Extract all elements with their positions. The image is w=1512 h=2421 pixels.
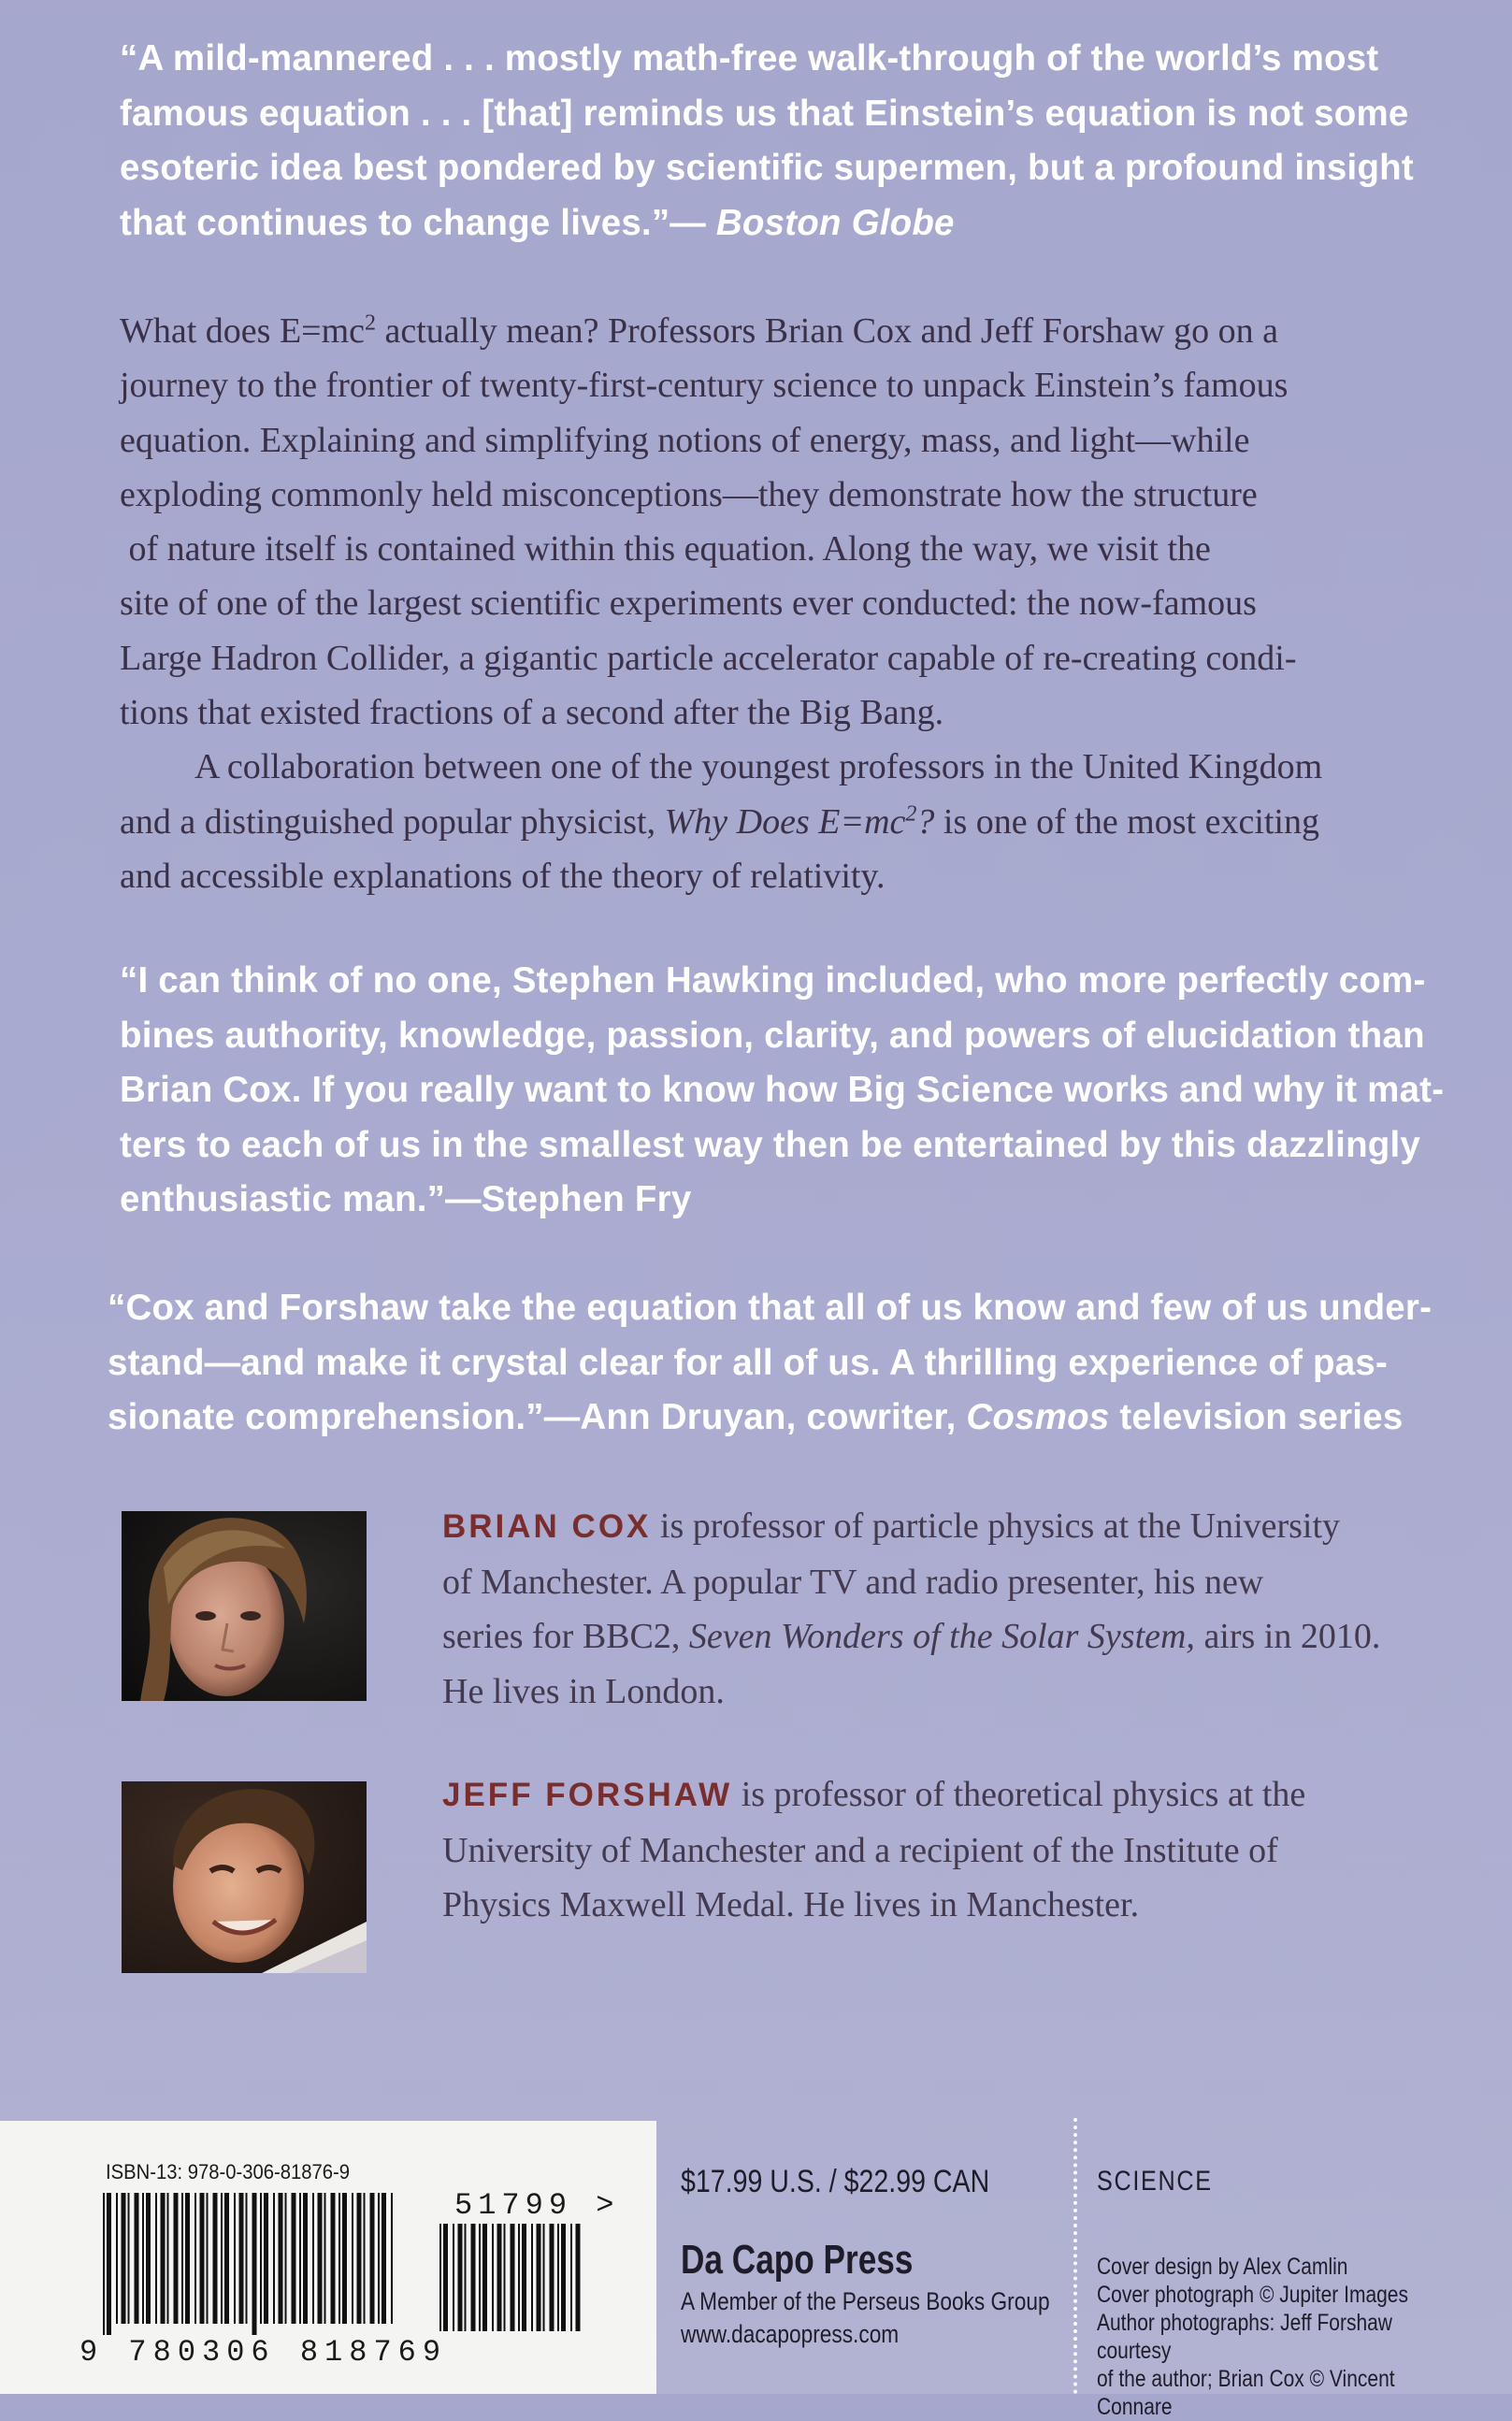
quote-source: Boston Globe bbox=[715, 202, 955, 243]
blurb-line: site of one of the largest scientific experiments ever conducted: the now-famous bbox=[120, 584, 1257, 624]
book-title-end: ? bbox=[916, 801, 935, 842]
barcode-bar bbox=[576, 2224, 581, 2331]
barcode-bar bbox=[174, 2193, 179, 2324]
credits bbox=[1097, 2253, 1446, 2421]
barcode-bar bbox=[378, 2193, 380, 2324]
publisher-name: Da Capo Press bbox=[681, 2237, 914, 2283]
barcode-bar bbox=[292, 2193, 296, 2324]
barcode-bar bbox=[338, 2193, 340, 2324]
barcode-bar bbox=[303, 2193, 308, 2324]
barcode-bar bbox=[285, 2193, 287, 2324]
credit-line: Author photographs: Jeff Forshaw courtesy bbox=[1097, 2310, 1392, 2364]
book-title bbox=[665, 802, 935, 842]
barcode-bar bbox=[504, 2224, 506, 2331]
book-title-text: Why Does E=mc bbox=[664, 801, 906, 842]
quote-source: Cosmos bbox=[966, 1397, 1110, 1437]
barcode-bar bbox=[537, 2224, 541, 2331]
series-title: Seven Wonders of the Solar System, bbox=[688, 1617, 1195, 1656]
barcode-bar bbox=[331, 2193, 336, 2324]
barcode-bar bbox=[194, 2193, 196, 2324]
author-name: JEFF FORSHAW bbox=[442, 1777, 733, 1813]
barcode-bar bbox=[260, 2193, 262, 2324]
brian-cox-photo bbox=[122, 1511, 367, 1701]
barcode-bar bbox=[561, 2224, 566, 2331]
brian-cox-portrait bbox=[122, 1511, 367, 1701]
barcode-bar bbox=[522, 2224, 526, 2331]
barcode-bar bbox=[122, 2193, 126, 2324]
barcode-bar bbox=[357, 2193, 362, 2324]
barcode-bar bbox=[116, 2193, 118, 2324]
barcode-bar bbox=[439, 2224, 441, 2331]
price: $17.99 U.S. / $22.99 CAN bbox=[681, 2164, 990, 2199]
quote-line: “A mild-mannered . . . mostly math-free walk-through of the world’s most bbox=[120, 38, 1379, 79]
barcode-bar bbox=[479, 2224, 481, 2331]
barcode-bar bbox=[181, 2193, 183, 2324]
bio-line: Physics Maxwell Medal. He lives in Manchester. bbox=[442, 1885, 1140, 1924]
barcode-bar bbox=[443, 2224, 448, 2331]
quote-line: ters to each of us in the smallest way then be entertained by this dazzlingly bbox=[120, 1124, 1421, 1165]
quote-line: famous equation . . . [that] reminds us that Einstein’s equation is not some bbox=[120, 93, 1409, 134]
barcode-bar bbox=[246, 2193, 248, 2324]
barcode-bar bbox=[511, 2224, 515, 2331]
barcode-bar bbox=[518, 2224, 520, 2331]
quote-boston-globe bbox=[120, 32, 1414, 251]
bio-text: airs in 2010. bbox=[1194, 1617, 1381, 1656]
bio-text: is professor of theoretical physics at the bbox=[732, 1775, 1306, 1814]
barcode-bar bbox=[142, 2193, 144, 2324]
barcode-bar bbox=[224, 2193, 229, 2324]
barcode-bar bbox=[234, 2193, 236, 2324]
credit-line: Cover photograph © Jupiter Images bbox=[1097, 2282, 1408, 2308]
barcode-bar bbox=[155, 2193, 157, 2324]
quote-line: that continues to change lives.”— bbox=[120, 202, 716, 243]
isbn-barcode bbox=[103, 2193, 402, 2335]
blurb-text: and a distinguished popular physicist, bbox=[120, 801, 665, 842]
barcode-bar bbox=[458, 2224, 463, 2331]
barcode-bar bbox=[550, 2224, 554, 2331]
bio-text: series for BBC2, bbox=[442, 1617, 689, 1656]
blurb-line: exploding commonly held misconceptions—they demonstrate how the structure bbox=[120, 474, 1258, 514]
superscript: 2 bbox=[365, 310, 377, 336]
blurb-text: is one of the most exciting bbox=[934, 801, 1319, 842]
barcode-bar bbox=[492, 2224, 494, 2331]
quote-ann-druyan bbox=[108, 1281, 1433, 1446]
barcode-bar bbox=[200, 2193, 205, 2324]
quote-line: esoteric idea best pondered by scientific supermen, but a profound insight bbox=[120, 148, 1414, 188]
blurb-text: What does E=mc bbox=[120, 311, 366, 351]
quote-line: “Cox and Forshaw take the equation that all of us know and few of us under- bbox=[108, 1288, 1433, 1328]
barcode-bar bbox=[570, 2224, 572, 2331]
bio-text: is professor of particle physics at the University bbox=[651, 1506, 1341, 1546]
barcode-bar bbox=[471, 2224, 476, 2331]
barcode-bar bbox=[167, 2193, 169, 2324]
barcode-bar bbox=[465, 2224, 467, 2331]
price-barcode bbox=[439, 2224, 589, 2331]
barcode-bar bbox=[382, 2193, 386, 2324]
price-code: 51799 > bbox=[454, 2188, 620, 2223]
barcode-bar bbox=[221, 2193, 223, 2324]
category-label: SCIENCE bbox=[1097, 2166, 1213, 2197]
barcode-bar bbox=[557, 2224, 559, 2331]
bio-jeff-forshaw bbox=[442, 1767, 1440, 1933]
barcode-bar bbox=[453, 2224, 454, 2331]
barcode-bar bbox=[213, 2193, 218, 2324]
quote-line: Brian Cox. If you really want to know how Big Science works and why it mat- bbox=[120, 1070, 1445, 1110]
barcode-bar bbox=[279, 2193, 283, 2324]
barcode-bar bbox=[107, 2193, 111, 2335]
quote-source-suffix: television series bbox=[1109, 1397, 1404, 1437]
barcode-bar bbox=[543, 2224, 545, 2331]
barcode-bar bbox=[128, 2193, 130, 2324]
barcode-bar bbox=[239, 2193, 244, 2324]
blurb-line: equation. Explaining and simplifying notions of energy, mass, and light—while bbox=[120, 420, 1250, 460]
quote-stephen-fry bbox=[120, 954, 1445, 1228]
barcode-bar bbox=[207, 2193, 209, 2324]
bio-brian-cox bbox=[442, 1499, 1440, 1719]
barcode-bar bbox=[103, 2193, 105, 2335]
barcode-bar bbox=[318, 2193, 323, 2324]
quote-line: bines authority, knowledge, passion, clarity, and powers of elucidation than bbox=[120, 1015, 1425, 1056]
barcode-bar bbox=[391, 2193, 393, 2324]
description-blurb bbox=[120, 304, 1452, 903]
blurb-line: of nature itself is contained within this equation. Along the way, we visit the bbox=[120, 529, 1211, 569]
blurb-line: and accessible explanations of the theory of relativity. bbox=[120, 856, 886, 896]
jeff-forshaw-photo bbox=[122, 1781, 367, 1973]
blurb-line: tions that existed fractions of a second after the Big Bang. bbox=[120, 693, 944, 733]
author-name: BRIAN COX bbox=[442, 1508, 652, 1545]
bio-line: University of Manchester and a recipient of the Institute of bbox=[442, 1830, 1278, 1870]
blurb-line: Large Hadron Collider, a gigantic particle accelerator capable of re-creating condi- bbox=[120, 638, 1297, 678]
bio-line: He lives in London. bbox=[442, 1671, 725, 1711]
barcode-bar bbox=[324, 2193, 326, 2324]
blurb-text: actually mean? Professors Brian Cox and Jeff Forshaw go on a bbox=[376, 311, 1278, 351]
quote-line: “I can think of no one, Stephen Hawking included, who more perfectly com- bbox=[120, 960, 1426, 1001]
barcode-bar bbox=[352, 2193, 353, 2324]
credit-line: Cover design by Alex Camlin bbox=[1097, 2254, 1348, 2280]
isbn-label: ISBN-13: 978-0-306-81876-9 bbox=[106, 2160, 351, 2183]
bio-line: of Manchester. A popular TV and radio presenter, his new bbox=[442, 1562, 1264, 1602]
barcode-bar bbox=[185, 2193, 190, 2324]
isbn-digits: 9 780306 818769 bbox=[79, 2335, 448, 2370]
publisher-url: www.dacapopress.com bbox=[681, 2320, 900, 2348]
barcode-bar bbox=[312, 2193, 314, 2324]
barcode-bar bbox=[364, 2193, 366, 2324]
barcode-bar bbox=[531, 2224, 533, 2331]
barcode-bar bbox=[299, 2193, 301, 2324]
barcode-bar bbox=[273, 2193, 275, 2324]
quote-line: sionate comprehension.”—Ann Druyan, cowriter, bbox=[108, 1397, 967, 1437]
blurb-line: A collaboration between one of the youngest professors in the United Kingdom bbox=[194, 747, 1323, 787]
credit-line: of the author; Brian Cox © Vincent Connare bbox=[1097, 2366, 1395, 2420]
barcode-bar bbox=[497, 2224, 502, 2331]
quote-line: enthusiastic man.”—Stephen Fry bbox=[120, 1179, 692, 1219]
barcode-bar bbox=[252, 2193, 257, 2335]
barcode-bar bbox=[482, 2224, 487, 2331]
publisher-member: A Member of the Perseus Books Group bbox=[681, 2287, 1050, 2315]
barcode-bar bbox=[161, 2193, 166, 2324]
barcode-bar bbox=[135, 2193, 139, 2324]
barcode-bar bbox=[370, 2193, 375, 2324]
blurb-line: journey to the frontier of twenty-first-century science to unpack Einstein’s famous bbox=[120, 366, 1289, 406]
divider bbox=[1073, 2118, 1077, 2394]
barcode-bar bbox=[264, 2193, 268, 2324]
superscript: 2 bbox=[905, 801, 917, 827]
quote-line: stand—and make it crystal clear for all of us. A thrilling experience of pas- bbox=[108, 1342, 1388, 1383]
jeff-forshaw-portrait bbox=[122, 1781, 367, 1973]
barcode-bar bbox=[146, 2193, 151, 2324]
barcode-bar bbox=[342, 2193, 347, 2324]
